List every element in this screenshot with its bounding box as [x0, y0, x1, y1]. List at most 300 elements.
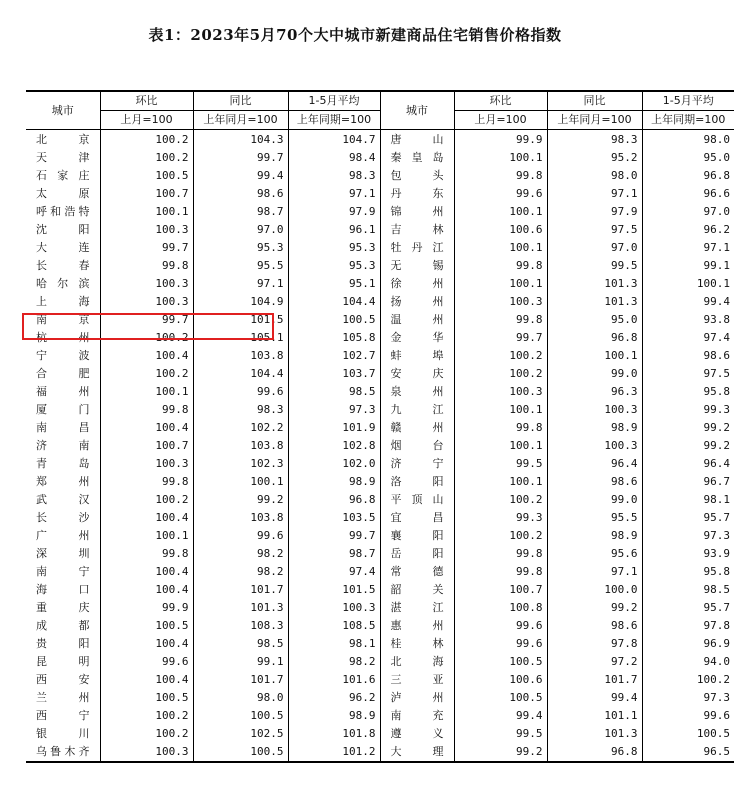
yoy-cell: 95.5: [193, 257, 288, 275]
table-row: [26, 221, 734, 239]
yoy-cell: 105.1: [193, 329, 288, 347]
city-cell: 吉林: [380, 221, 454, 239]
avg-cell: 100.3: [288, 599, 380, 617]
table-row: [26, 653, 734, 671]
yoy-cell: 99.6: [193, 527, 288, 545]
yoy-cell: 99.2: [193, 491, 288, 509]
avg-cell: 100.1: [642, 275, 734, 293]
avg-cell: 105.8: [288, 329, 380, 347]
yoy-cell: 104.9: [193, 293, 288, 311]
yoy-cell: 104.3: [193, 130, 288, 150]
yoy-cell: 100.5: [193, 707, 288, 725]
city-cell: 深圳: [26, 545, 100, 563]
avg-cell: 93.8: [642, 311, 734, 329]
mom-cell: 100.2: [155, 727, 189, 740]
yoy-header-right: 同比: [547, 91, 642, 111]
city-cell: 惠州: [380, 617, 454, 635]
city-cell: 金华: [380, 329, 454, 347]
mom-cell: 99.8: [162, 547, 189, 560]
mom-cell: 100.7: [155, 187, 189, 200]
yoy-cell: 100.1: [547, 347, 642, 365]
avg-cell: 95.7: [642, 599, 734, 617]
avg-cell: 98.7: [288, 545, 380, 563]
avg-cell: 101.5: [288, 581, 380, 599]
mom-cell: 99.8: [162, 259, 189, 272]
city-cell: 宜昌: [380, 509, 454, 527]
mom-cell: 99.5: [516, 457, 543, 470]
city-cell: 无锡: [380, 257, 454, 275]
yoy-cell: 99.0: [547, 491, 642, 509]
mom-cell: 100.7: [509, 583, 543, 596]
avg-cell: 97.4: [288, 563, 380, 581]
table-row: [26, 185, 734, 203]
yoy-cell: 97.8: [547, 635, 642, 653]
yoy-subheader-left: 上年同月=100: [193, 111, 288, 130]
avg-cell: 98.0: [642, 130, 734, 150]
avg-cell: 99.2: [642, 419, 734, 437]
yoy-cell: 98.3: [193, 401, 288, 419]
table-row: [26, 581, 734, 599]
yoy-cell: 97.9: [547, 203, 642, 221]
mom-header-left: 环比: [100, 91, 193, 111]
city-cell: 岳阳: [380, 545, 454, 563]
avg-cell: 93.9: [642, 545, 734, 563]
yoy-cell: 99.4: [193, 167, 288, 185]
yoy-cell: 97.1: [547, 563, 642, 581]
yoy-cell: 100.3: [547, 437, 642, 455]
city-cell: 青岛: [26, 455, 100, 473]
avg-cell: 95.0: [642, 149, 734, 167]
yoy-cell: 99.0: [547, 365, 642, 383]
mom-cell: 100.3: [509, 385, 543, 398]
city-cell: 平顶山: [380, 491, 454, 509]
mom-cell: 100.7: [155, 439, 189, 452]
mom-cell: 100.1: [509, 277, 543, 290]
city-cell: 桂林: [380, 635, 454, 653]
avg-cell: 98.4: [288, 149, 380, 167]
avg-cell: 100.5: [642, 725, 734, 743]
mom-cell: 99.5: [516, 727, 543, 740]
yoy-cell: 95.5: [547, 509, 642, 527]
yoy-cell: 95.2: [547, 149, 642, 167]
city-cell: 温州: [380, 311, 454, 329]
city-cell: 长春: [26, 257, 100, 275]
mom-cell: 100.4: [155, 421, 189, 434]
mom-cell: 100.2: [155, 151, 189, 164]
mom-cell: 100.3: [155, 295, 189, 308]
mom-cell: 99.8: [516, 259, 543, 272]
yoy-cell: 95.0: [547, 311, 642, 329]
mom-cell: 99.3: [516, 511, 543, 524]
avg-cell: 102.7: [288, 347, 380, 365]
table-row: [26, 203, 734, 221]
avg-cell: 97.1: [642, 239, 734, 257]
city-header-right: 城市: [380, 91, 454, 130]
price-index-table: [26, 90, 734, 763]
yoy-cell: 98.6: [547, 617, 642, 635]
mom-cell: 100.2: [155, 493, 189, 506]
city-cell: 牡丹江: [380, 239, 454, 257]
yoy-header-left: 同比: [193, 91, 288, 111]
avg-cell: 97.9: [288, 203, 380, 221]
yoy-cell: 99.4: [547, 689, 642, 707]
city-cell: 锦州: [380, 203, 454, 221]
yoy-cell: 95.3: [193, 239, 288, 257]
yoy-cell: 99.6: [193, 383, 288, 401]
city-cell: 长沙: [26, 509, 100, 527]
mom-cell: 99.8: [516, 313, 543, 326]
table-row: [26, 329, 734, 347]
city-cell: 合肥: [26, 365, 100, 383]
avg-cell: 99.7: [288, 527, 380, 545]
table-row: [26, 725, 734, 743]
yoy-cell: 101.3: [547, 293, 642, 311]
avg-cell: 97.3: [642, 689, 734, 707]
table-row: [26, 455, 734, 473]
yoy-cell: 98.9: [547, 527, 642, 545]
avg-cell: 97.8: [642, 617, 734, 635]
city-cell: 石家庄: [26, 167, 100, 185]
yoy-cell: 102.3: [193, 455, 288, 473]
table-body: [26, 130, 734, 763]
yoy-cell: 101.3: [547, 275, 642, 293]
city-cell: 蚌埠: [380, 347, 454, 365]
yoy-subheader-right: 上年同月=100: [547, 111, 642, 130]
yoy-cell: 108.3: [193, 617, 288, 635]
table-row: [26, 599, 734, 617]
avg-cell: 98.3: [288, 167, 380, 185]
mom-cell: 100.8: [509, 601, 543, 614]
mom-cell: 99.7: [162, 313, 189, 326]
mom-cell: 100.3: [155, 457, 189, 470]
mom-cell: 99.8: [162, 475, 189, 488]
table-row: [26, 473, 734, 491]
mom-cell: 99.8: [162, 403, 189, 416]
yoy-cell: 103.8: [193, 437, 288, 455]
table-row: [26, 671, 734, 689]
city-cell: 沈阳: [26, 221, 100, 239]
table-row: [26, 130, 734, 150]
mom-cell: 100.3: [509, 295, 543, 308]
table-row: [26, 311, 734, 329]
avg-cell: 99.1: [642, 257, 734, 275]
city-cell: 宁波: [26, 347, 100, 365]
yoy-cell: 96.3: [547, 383, 642, 401]
mom-cell: 100.5: [509, 691, 543, 704]
table-row: [26, 545, 734, 563]
city-cell: 呼和浩特: [26, 203, 100, 221]
city-cell: 海口: [26, 581, 100, 599]
mom-cell: 100.1: [509, 205, 543, 218]
mom-cell: 100.4: [155, 349, 189, 362]
mom-cell: 99.9: [516, 133, 543, 146]
table-row: [26, 707, 734, 725]
avg-subheader-left: 上年同期=100: [288, 111, 380, 130]
avg-cell: 96.9: [642, 635, 734, 653]
mom-cell: 99.2: [516, 745, 543, 758]
yoy-cell: 101.3: [193, 599, 288, 617]
mom-cell: 100.2: [509, 367, 543, 380]
city-cell: 襄阳: [380, 527, 454, 545]
city-cell: 济宁: [380, 455, 454, 473]
city-cell: 湛江: [380, 599, 454, 617]
city-cell: 南宁: [26, 563, 100, 581]
mom-cell: 100.3: [155, 277, 189, 290]
mom-cell: 100.1: [509, 241, 543, 254]
mom-cell: 99.8: [516, 547, 543, 560]
avg-cell: 95.3: [288, 257, 380, 275]
avg-cell: 94.0: [642, 653, 734, 671]
mom-cell: 99.6: [516, 187, 543, 200]
mom-cell: 100.2: [155, 709, 189, 722]
mom-cell: 100.4: [155, 673, 189, 686]
mom-cell: 99.7: [162, 241, 189, 254]
avg-cell: 98.5: [288, 383, 380, 401]
avg-header-left: 1-5月平均: [288, 91, 380, 111]
city-cell: 乌鲁木齐: [26, 743, 100, 762]
mom-cell: 100.2: [509, 529, 543, 542]
mom-cell: 100.3: [155, 745, 189, 758]
mom-cell: 100.4: [155, 637, 189, 650]
avg-cell: 96.6: [642, 185, 734, 203]
city-cell: 昆明: [26, 653, 100, 671]
city-cell: 徐州: [380, 275, 454, 293]
city-cell: 安庆: [380, 365, 454, 383]
city-cell: 郑州: [26, 473, 100, 491]
avg-cell: 98.9: [288, 707, 380, 725]
city-cell: 北京: [26, 130, 100, 150]
mom-cell: 99.6: [162, 655, 189, 668]
mom-cell: 100.2: [509, 349, 543, 362]
city-cell: 西安: [26, 671, 100, 689]
avg-cell: 98.1: [642, 491, 734, 509]
mom-cell: 99.8: [516, 169, 543, 182]
city-cell: 上海: [26, 293, 100, 311]
city-cell: 南充: [380, 707, 454, 725]
city-cell: 西宁: [26, 707, 100, 725]
yoy-cell: 97.0: [547, 239, 642, 257]
table-row: [26, 509, 734, 527]
avg-cell: 99.6: [642, 707, 734, 725]
avg-cell: 96.8: [642, 167, 734, 185]
yoy-cell: 98.2: [193, 563, 288, 581]
yoy-cell: 97.2: [547, 653, 642, 671]
mom-cell: 99.8: [516, 421, 543, 434]
avg-cell: 101.6: [288, 671, 380, 689]
yoy-cell: 99.1: [193, 653, 288, 671]
yoy-cell: 100.5: [193, 743, 288, 762]
city-cell: 成都: [26, 617, 100, 635]
avg-cell: 95.1: [288, 275, 380, 293]
avg-cell: 103.7: [288, 365, 380, 383]
mom-cell: 100.6: [509, 223, 543, 236]
avg-cell: 97.4: [642, 329, 734, 347]
yoy-cell: 98.3: [547, 130, 642, 150]
city-cell: 兰州: [26, 689, 100, 707]
yoy-cell: 97.1: [193, 275, 288, 293]
city-cell: 大连: [26, 239, 100, 257]
avg-cell: 97.5: [642, 365, 734, 383]
mom-cell: 100.6: [509, 673, 543, 686]
yoy-cell: 101.7: [193, 581, 288, 599]
avg-cell: 97.3: [288, 401, 380, 419]
avg-header-right: 1-5月平均: [642, 91, 734, 111]
yoy-cell: 103.8: [193, 509, 288, 527]
mom-cell: 100.4: [155, 511, 189, 524]
city-cell: 三亚: [380, 671, 454, 689]
city-cell: 洛阳: [380, 473, 454, 491]
yoy-cell: 101.7: [547, 671, 642, 689]
city-cell: 银川: [26, 725, 100, 743]
avg-cell: 104.4: [288, 293, 380, 311]
mom-subheader-left: 上月=100: [100, 111, 193, 130]
avg-cell: 96.1: [288, 221, 380, 239]
yoy-cell: 102.5: [193, 725, 288, 743]
city-cell: 杭州: [26, 329, 100, 347]
city-cell: 烟台: [380, 437, 454, 455]
city-cell: 太原: [26, 185, 100, 203]
avg-cell: 99.3: [642, 401, 734, 419]
yoy-cell: 103.8: [193, 347, 288, 365]
mom-cell: 99.8: [516, 565, 543, 578]
yoy-cell: 101.3: [547, 725, 642, 743]
city-cell: 扬州: [380, 293, 454, 311]
avg-cell: 95.8: [642, 383, 734, 401]
city-cell: 贵阳: [26, 635, 100, 653]
avg-cell: 100.2: [642, 671, 734, 689]
table-row: [26, 527, 734, 545]
avg-cell: 97.1: [288, 185, 380, 203]
avg-cell: 96.4: [642, 455, 734, 473]
mom-cell: 100.1: [509, 439, 543, 452]
mom-cell: 100.2: [155, 331, 189, 344]
avg-cell: 98.9: [288, 473, 380, 491]
avg-cell: 95.3: [288, 239, 380, 257]
avg-cell: 101.8: [288, 725, 380, 743]
avg-cell: 96.5: [642, 743, 734, 762]
yoy-cell: 100.0: [547, 581, 642, 599]
city-cell: 唐山: [380, 130, 454, 150]
mom-cell: 100.4: [155, 583, 189, 596]
mom-cell: 100.5: [509, 655, 543, 668]
avg-cell: 96.8: [288, 491, 380, 509]
avg-cell: 104.7: [288, 130, 380, 150]
city-cell: 南京: [26, 311, 100, 329]
mom-cell: 100.5: [155, 169, 189, 182]
yoy-cell: 100.1: [193, 473, 288, 491]
yoy-cell: 95.6: [547, 545, 642, 563]
mom-cell: 100.2: [155, 367, 189, 380]
mom-cell: 100.2: [509, 493, 543, 506]
table-row: [26, 401, 734, 419]
table-row: [26, 635, 734, 653]
city-cell: 天津: [26, 149, 100, 167]
table-row: [26, 293, 734, 311]
avg-cell: 103.5: [288, 509, 380, 527]
mom-cell: 99.7: [516, 331, 543, 344]
yoy-cell: 98.6: [193, 185, 288, 203]
city-cell: 济南: [26, 437, 100, 455]
city-cell: 厦门: [26, 401, 100, 419]
city-cell: 赣州: [380, 419, 454, 437]
table-row: [26, 689, 734, 707]
yoy-cell: 96.4: [547, 455, 642, 473]
table-row: [26, 563, 734, 581]
table-row: [26, 149, 734, 167]
mom-cell: 100.1: [509, 403, 543, 416]
city-cell: 北海: [380, 653, 454, 671]
table-row: [26, 365, 734, 383]
avg-cell: 96.7: [642, 473, 734, 491]
avg-cell: 97.0: [642, 203, 734, 221]
yoy-cell: 97.0: [193, 221, 288, 239]
city-cell: 福州: [26, 383, 100, 401]
yoy-cell: 98.6: [547, 473, 642, 491]
yoy-cell: 98.2: [193, 545, 288, 563]
table-row: [26, 347, 734, 365]
table-row: [26, 383, 734, 401]
mom-cell: 100.3: [155, 223, 189, 236]
yoy-cell: 98.0: [193, 689, 288, 707]
city-cell: 泸州: [380, 689, 454, 707]
table-row: [26, 275, 734, 293]
mom-cell: 99.4: [516, 709, 543, 722]
avg-cell: 99.4: [642, 293, 734, 311]
city-cell: 广州: [26, 527, 100, 545]
mom-cell: 99.6: [516, 637, 543, 650]
avg-cell: 99.2: [642, 437, 734, 455]
city-cell: 丹东: [380, 185, 454, 203]
table-row: [26, 491, 734, 509]
mom-cell: 100.1: [155, 385, 189, 398]
mom-cell: 99.6: [516, 619, 543, 632]
city-cell: 武汉: [26, 491, 100, 509]
mom-cell: 100.1: [509, 151, 543, 164]
mom-header-right: 环比: [454, 91, 547, 111]
yoy-cell: 98.7: [193, 203, 288, 221]
avg-cell: 95.8: [642, 563, 734, 581]
avg-cell: 98.1: [288, 635, 380, 653]
mom-cell: 100.4: [155, 565, 189, 578]
yoy-cell: 99.5: [547, 257, 642, 275]
avg-cell: 102.8: [288, 437, 380, 455]
mom-cell: 100.1: [155, 205, 189, 218]
mom-cell: 100.1: [155, 529, 189, 542]
mom-cell: 100.5: [155, 619, 189, 632]
avg-cell: 108.5: [288, 617, 380, 635]
city-cell: 南昌: [26, 419, 100, 437]
yoy-cell: 99.2: [547, 599, 642, 617]
yoy-cell: 98.5: [193, 635, 288, 653]
avg-cell: 100.5: [288, 311, 380, 329]
city-cell: 九江: [380, 401, 454, 419]
table-row: [26, 617, 734, 635]
mom-cell: 100.5: [155, 691, 189, 704]
yoy-cell: 102.2: [193, 419, 288, 437]
mom-cell: 100.2: [155, 133, 189, 146]
yoy-cell: 101.5: [193, 311, 288, 329]
yoy-cell: 101.7: [193, 671, 288, 689]
avg-cell: 98.5: [642, 581, 734, 599]
table-row: [26, 743, 734, 762]
avg-cell: 101.2: [288, 743, 380, 762]
avg-cell: 98.6: [642, 347, 734, 365]
yoy-cell: 98.0: [547, 167, 642, 185]
city-cell: 哈尔滨: [26, 275, 100, 293]
table-row: [26, 437, 734, 455]
avg-cell: 97.3: [642, 527, 734, 545]
city-cell: 重庆: [26, 599, 100, 617]
